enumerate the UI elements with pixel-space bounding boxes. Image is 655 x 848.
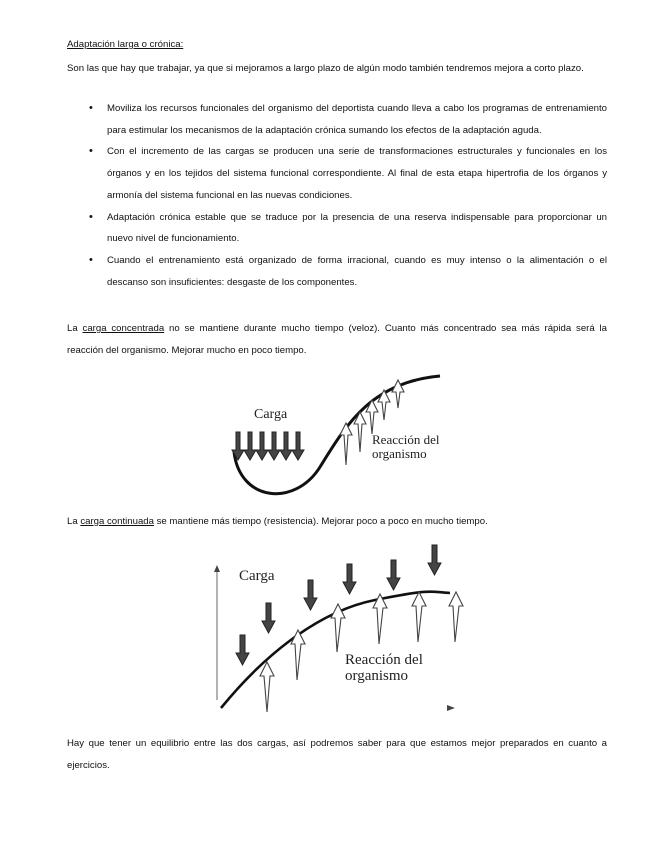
load-arrow-icon <box>268 432 280 460</box>
conclusion-paragraph: Hay que tener un equilibrio entre las dos cargas, así podremos saber para que estamos mejor preparados en cuanto a ejercicios. <box>67 738 607 771</box>
bullet-list <box>67 98 607 293</box>
load-arrow-icon <box>280 432 292 460</box>
list-item <box>67 141 607 206</box>
continuada-suffix: se mantiene más tiempo (resistencia). Mejorar poco a poco en mucho tiempo. <box>153 516 488 527</box>
reaction-arrow-icon <box>449 592 463 642</box>
load-arrow-icon <box>262 603 275 633</box>
load-arrow-icon <box>428 545 441 575</box>
carga-label: Carga <box>239 568 275 584</box>
list-item <box>67 98 607 141</box>
load-arrow-icon <box>256 432 268 460</box>
list-item <box>67 207 607 250</box>
bullet-text: Adaptación crónica estable que se traduce por la presencia de una reserva indispensable para proporcionar un nuevo nivel de funcionamiento. <box>107 211 607 245</box>
bullet-text: Con el incremento de las cargas se producen una serie de transformaciones estructurales y funcionales en los órganos y en los tejidos del sistema funcional correspondiente. Al final de esta etapa hipertrofia de los órganos y armonía del sistema funcional en las nuevas condiciones. <box>107 146 607 201</box>
continuada-term: carga continuada <box>80 516 154 527</box>
bullet-icon: • <box>89 210 93 223</box>
bullet-icon: • <box>89 102 93 114</box>
reaction-arrow-icon <box>340 423 352 465</box>
section-heading: Adaptación larga o crónica: <box>67 39 184 50</box>
load-arrow-icon <box>304 580 317 610</box>
x-axis-arrow-icon <box>447 705 455 711</box>
load-arrow-icon <box>343 564 356 594</box>
bullet-icon: • <box>89 145 93 158</box>
reaccion-label-line2: organismo <box>372 446 427 461</box>
concentrada-prefix: La <box>67 323 83 334</box>
load-arrow-icon <box>292 432 304 460</box>
reaction-arrow-icon <box>373 594 387 644</box>
carga-label: Carga <box>254 407 288 422</box>
continuada-paragraph <box>67 511 607 533</box>
concentrada-term: carga concentrada <box>82 323 165 334</box>
reaccion-label-line2: organismo <box>345 668 409 684</box>
continuous-load-diagram <box>205 540 475 720</box>
load-arrows <box>232 432 304 460</box>
bullet-icon: • <box>89 253 93 266</box>
reaccion-label-line1: Reacción del <box>345 652 423 668</box>
list-item <box>67 250 607 293</box>
bullet-text: Moviliza los recursos funcionales del organismo del deportista cuando lleva a cabo los programas de entrenamiento para estimular los mecanismos de la adaptación crónica sumando los efectos de la adaptación aguda. <box>107 103 607 136</box>
y-axis-arrow-icon <box>214 565 220 572</box>
load-arrow-icon <box>387 560 400 590</box>
bullet-text: Cuando el entrenamiento está organizado de forma irracional, cuando es muy intenso o la alimentación o el descanso son insuficientes: desgaste de los componentes. <box>107 254 607 288</box>
concentrated-load-diagram <box>220 362 470 512</box>
concentrada-suffix: no se mantiene durante mucho tiempo (veloz). Cuanto más concentrado sea más rápida será la reacción del organismo. Mejorar mucho en poco tiempo. <box>67 323 608 356</box>
concentrada-paragraph <box>67 318 607 362</box>
load-arrow-icon <box>236 635 249 665</box>
reaccion-label-line1: Reacción del <box>372 432 440 447</box>
load-arrow-icon <box>244 432 256 460</box>
intro-paragraph: Son las que hay que trabajar, ya que si mejoramos a largo plazo de algún modo también tendremos mejora a corto plazo. <box>67 63 584 74</box>
reaction-arrow-icon <box>412 592 426 642</box>
reaction-arrow-icon <box>260 662 274 712</box>
continuada-prefix: La <box>67 516 81 527</box>
